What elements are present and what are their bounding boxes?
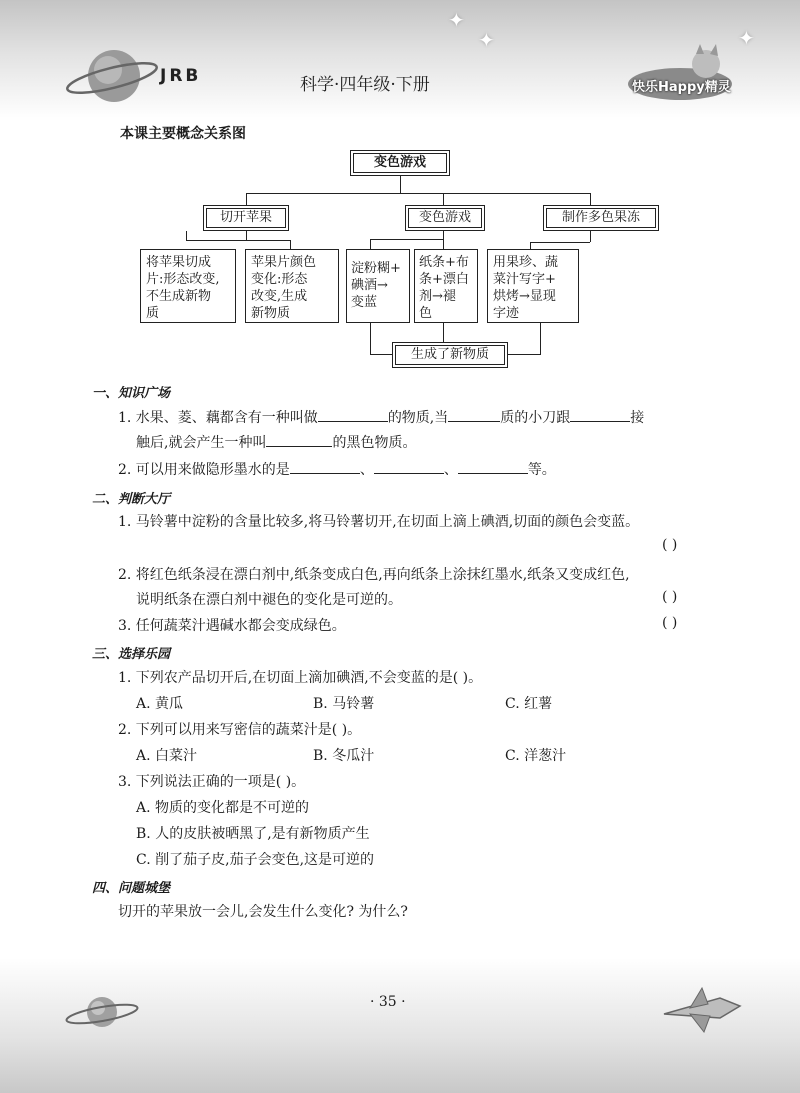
option-a[interactable]: A. 黄瓜 xyxy=(136,696,184,712)
question-continuation: 说明纸条在漂白剂中褪色的变化是可逆的。 xyxy=(136,592,402,608)
leaf-node: 将苹果切成 片:形态改变, 不生成新物 质 xyxy=(140,249,236,323)
option-c[interactable]: C. 洋葱汁 xyxy=(505,748,567,764)
logo-text: 快乐Happy精灵 xyxy=(632,80,731,95)
planet-icon xyxy=(62,40,162,110)
mascot-logo-icon xyxy=(624,44,736,104)
page-number: · 35 · xyxy=(370,994,406,1010)
branch-node-cut-apple: 切开苹果 xyxy=(203,205,289,231)
question: 3. 下列说法正确的一项是( )。 xyxy=(118,774,306,790)
fill-blank[interactable] xyxy=(458,459,528,474)
option-b[interactable]: B. 冬瓜汁 xyxy=(313,748,375,764)
answer-paren[interactable]: ( ) xyxy=(662,537,678,553)
star-icon: ✦ xyxy=(478,28,495,52)
option-c[interactable]: C. 削了茄子皮,茄子会变色,这是可逆的 xyxy=(136,852,375,868)
option-b[interactable]: B. 马铃薯 xyxy=(313,696,375,712)
answer-paren[interactable]: ( ) xyxy=(662,615,678,631)
fill-blank[interactable] xyxy=(570,407,630,422)
space-shuttle-icon xyxy=(660,984,744,1036)
leaf-node: 用果珍、蔬 菜汁写字+ 烘烤→显现 字迹 xyxy=(487,249,579,323)
option-a[interactable]: A. 物质的变化都是不可逆的 xyxy=(136,800,310,816)
fill-blank[interactable] xyxy=(318,407,388,422)
star-icon: ✦ xyxy=(738,26,755,50)
star-icon: ✦ xyxy=(448,8,465,32)
question: 1. 马铃薯中淀粉的含量比较多,将马铃薯切开,在切面上滴上碘酒,切面的颜色会变蓝。 xyxy=(118,514,640,530)
fill-blank[interactable] xyxy=(374,459,444,474)
question: 1. 水果、菱、藕都含有一种叫做 的物质,当 质的小刀跟 接 xyxy=(118,407,644,427)
leaf-node: 纸条+布 条+漂白 剂→褪 色 xyxy=(414,249,478,323)
branch-node-jelly: 制作多色果冻 xyxy=(543,205,659,231)
fill-blank[interactable] xyxy=(266,432,332,447)
book-title: 科学·四年级·下册 xyxy=(300,75,430,95)
fill-blank[interactable] xyxy=(290,459,360,474)
question: 2. 下列可以用来写密信的蔬菜汁是( )。 xyxy=(118,722,362,738)
root-node: 变色游戏 xyxy=(350,150,450,176)
question: 切开的苹果放一会儿,会发生什么变化? 为什么? xyxy=(118,904,408,920)
answer-paren[interactable]: ( ) xyxy=(662,589,678,605)
question-continuation: 触后,就会产生一种叫 的黑色物质。 xyxy=(136,432,416,452)
option-b[interactable]: B. 人的皮肤被晒黑了,是有新物质产生 xyxy=(136,826,370,842)
branch-node-color-game: 变色游戏 xyxy=(405,205,485,231)
option-a[interactable]: A. 白菜汁 xyxy=(136,748,198,764)
question: 3. 任何蔬菜汁遇碱水都会变成绿色。 xyxy=(118,618,346,634)
question: 2. 可以用来做隐形墨水的是 、 、 等。 xyxy=(118,459,556,479)
question: 1. 下列农产品切开后,在切面上滴加碘酒,不会变蓝的是( )。 xyxy=(118,670,483,686)
section-title: 一、知识广场 xyxy=(92,386,171,401)
option-c[interactable]: C. 红薯 xyxy=(505,696,553,712)
brand-label: JRB xyxy=(160,66,202,86)
section-title: 二、判断大厅 xyxy=(92,492,171,507)
section-title: 三、选择乐园 xyxy=(92,647,171,662)
summary-node: 生成了新物质 xyxy=(392,342,508,368)
concept-map-title: 本课主要概念关系图 xyxy=(120,126,246,142)
fill-blank[interactable] xyxy=(448,407,500,422)
section-title: 四、问题城堡 xyxy=(92,881,171,896)
planet-icon xyxy=(62,992,142,1032)
leaf-node: 苹果片颜色 变化:形态 改变,生成 新物质 xyxy=(245,249,339,323)
question: 2. 将红色纸条浸在漂白剂中,纸条变成白色,再向纸条上涂抹红墨水,纸条又变成红色, xyxy=(118,567,630,583)
leaf-node: 淀粉糊+ 碘酒→ 变蓝 xyxy=(346,249,410,323)
